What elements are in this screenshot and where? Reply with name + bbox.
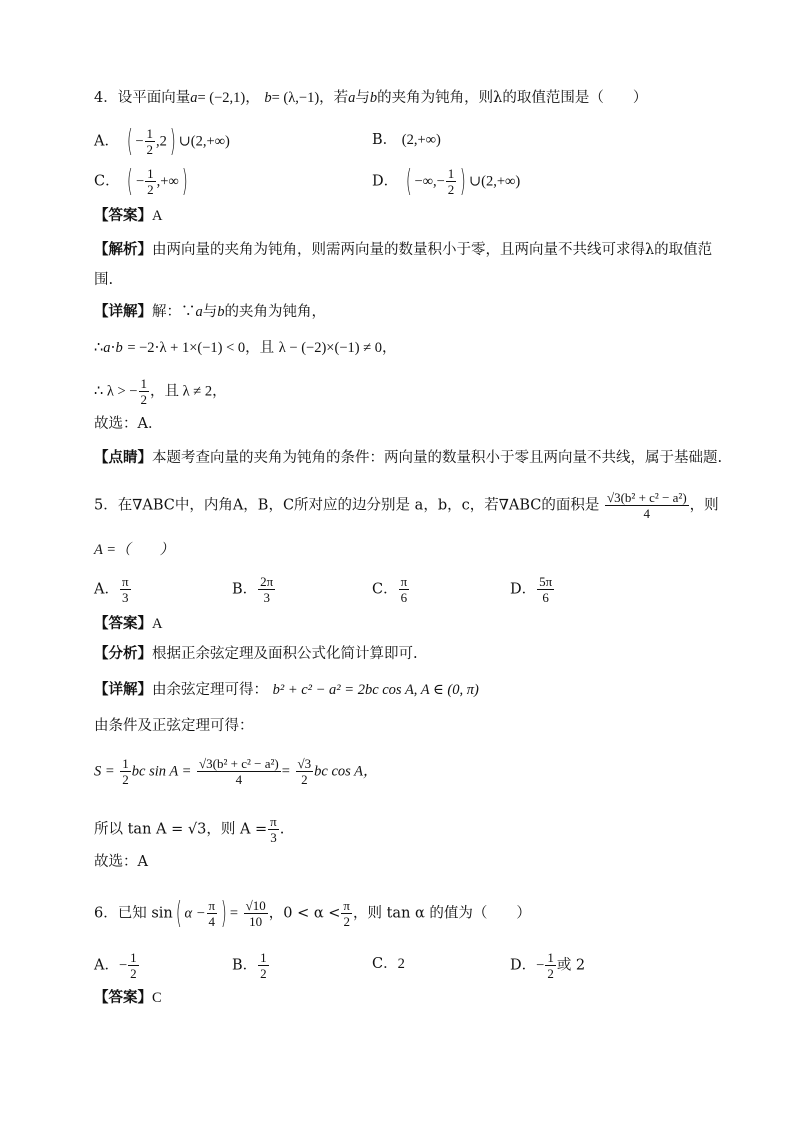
q4-option-b: B． (2,+∞) [372,132,441,148]
q5-stem-cont: A =（ ） [94,542,175,558]
q4-point: 【点睛】本题考查向量的夹角为钝角的条件：两向量的数量积小于零且两向量不共线，属于基础题. [94,449,723,466]
q4-stem: 4．设平面向量a= (−2,1)， b= (λ,−1)，若a与b的夹角为钝角，则λ的取值范围是（ ） [94,90,648,106]
q6-option-c: C．2 [372,956,405,972]
q6-option-d: D．− $\frac{1}{2}$ 或 2 [510,950,586,981]
q5-condition: 由条件及正弦定理可得： [94,718,254,734]
q5-analysis: 【分析】根据正余弦定理及面积公式化简计算即可. [94,645,418,662]
vector-a: a [190,90,198,106]
q4-option-d: D． ( −∞,− $\frac{1}{2}$ ) ∪(2,+∞) [372,163,521,199]
q4-step2: ∴ λ > − $\frac{1}{2}$ ，且 λ ≠ 2， [94,376,227,407]
q4-detail: 【详解】解：∵a与b的夹角为钝角， [94,303,326,320]
q5-option-a: A． $\frac{\pi}{3}$ [94,574,129,605]
q4-step1: ∴a⋅b = −2⋅λ + 1×(−1) < 0，且 λ − (−2)×(−1) ≠ 0， [94,340,397,356]
q4-answer: 【答案】A [94,207,163,224]
q6-option-b: B． $\frac{1}{2}$ [232,950,267,981]
q4-option-c: C． ( − $\frac{1}{2}$ ,+∞) [94,163,188,199]
q4-analysis-cont: 围. [94,272,114,288]
q4-choose: 故选：A． [94,416,163,432]
q5-option-c: C． $\frac{\pi}{6}$ [372,574,408,605]
q4-option-a: A． ( − $\frac{1}{2}$ ,2) ∪(2,+∞) [94,123,230,159]
q6-answer: 【答案】C [94,989,162,1006]
q5-option-d: D． $\frac{5\pi}{6}$ [510,574,553,605]
q5-detail: 【详解】由余弦定理可得： b² + c² − a² = 2bc cos A, A ∈ (0, π) [94,681,479,698]
q6-stem: 6．已知 sin( α − $\frac{\pi}{4}$ ) = $\frac{√10}{10}$ ，0 < α < $\frac{\pi}{2}$ ，则 tan α 的值为（ ） [94,895,531,931]
q5-option-b: B． $\frac{2\pi}{3}$ [232,574,274,605]
q4-analysis: 【解析】由两向量的夹角为钝角，则需两向量的数量积小于零，且两向量不共线可求得λ的取值范 [94,241,713,258]
q6-option-a: A．− $\frac{1}{2}$ [94,950,137,981]
q5-result: 所以 tan A = √3，则 A = $\frac{\pi}{3}$ . [94,814,285,845]
q5-choose: 故选：A [94,854,148,870]
vector-b: b [264,90,272,106]
q5-area-formula: S = $\frac{1}{2}$ bc sin A = $\frac{\text{√3(b² + c² − a²)}}{4}$ = $\frac{√3}{2}$ bc cos A， [94,756,378,787]
q5-answer: 【答案】A [94,615,163,632]
q5-stem: 5．在∇ABC中，内角A，B，C所对应的边分别是 a，b，c，若∇ABC的面积是 $\frac{\text{√3(b² + c² − a²)}}{4}$ ，则 [94,490,719,521]
